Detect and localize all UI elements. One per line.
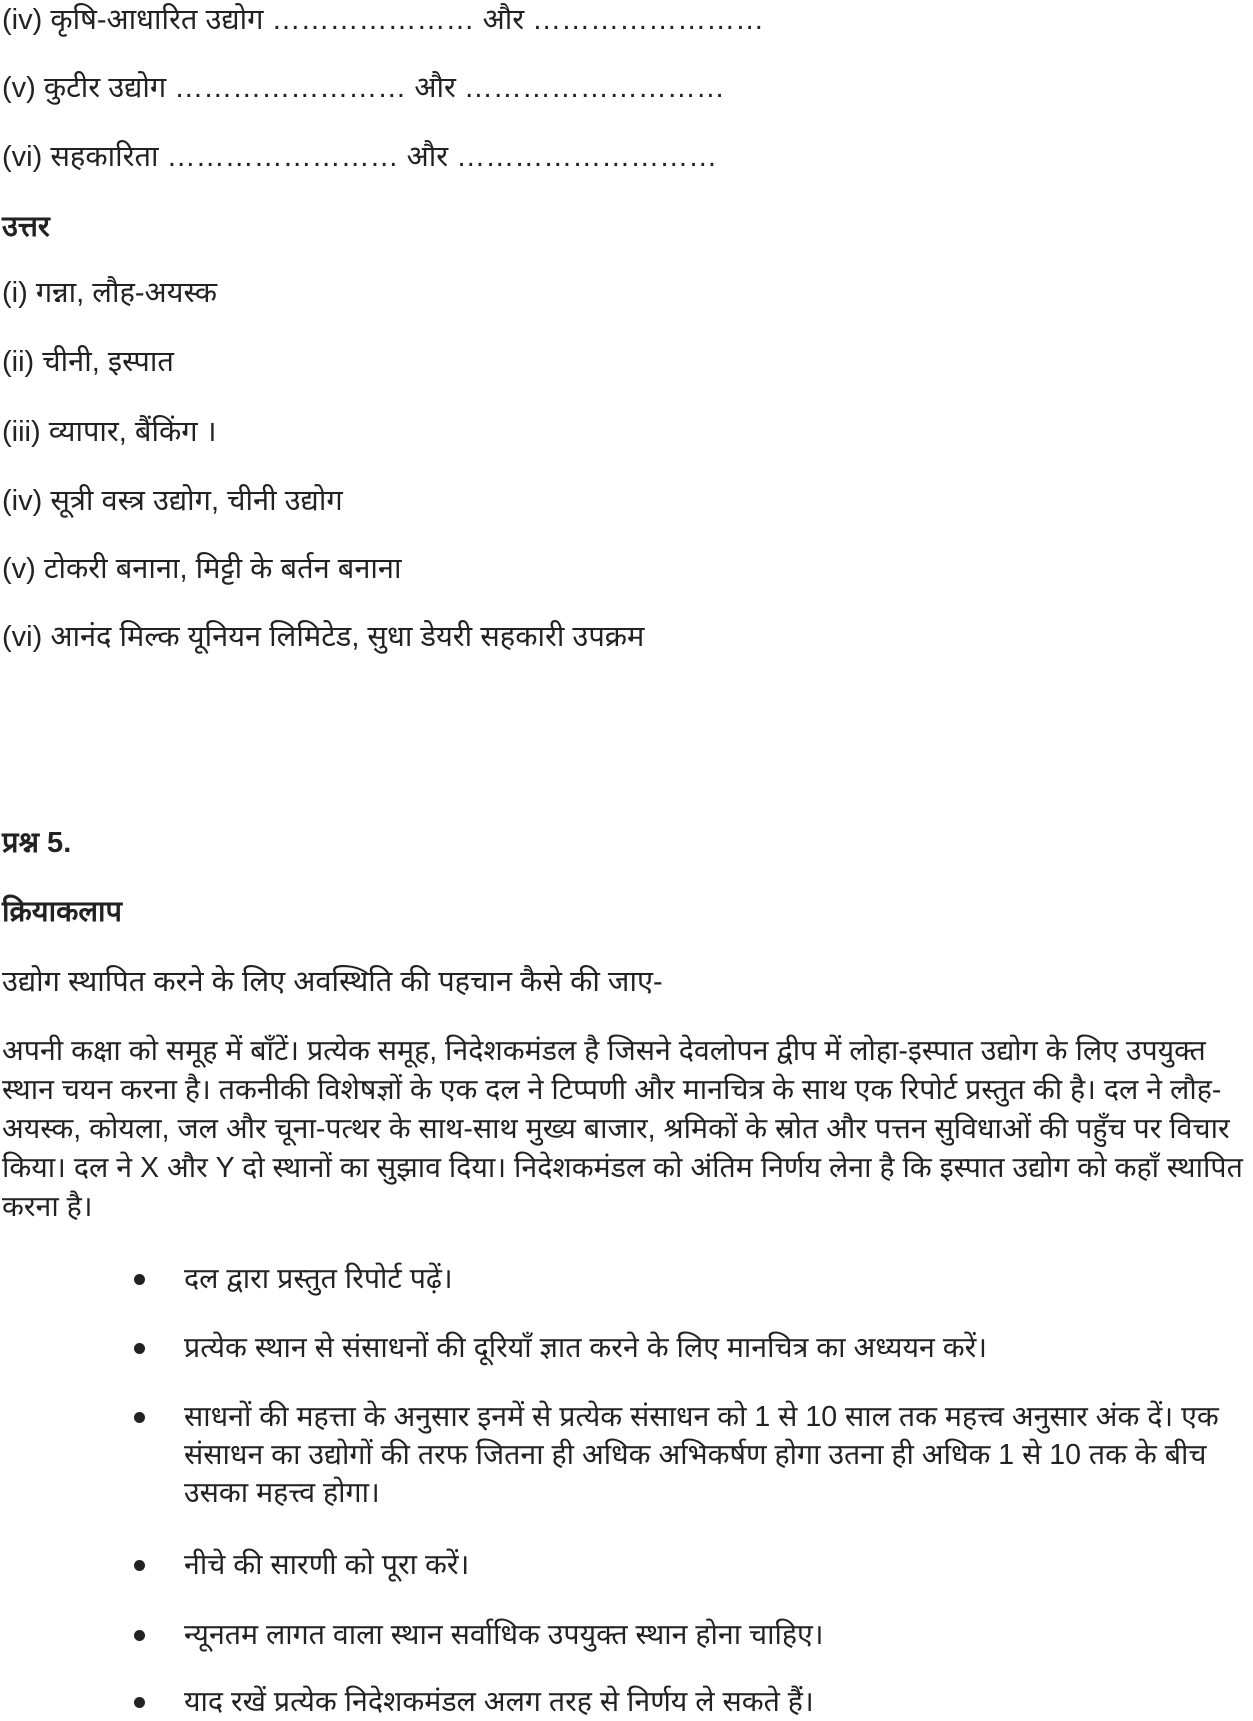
bullet-item <box>136 1546 1226 1584</box>
bullet-text: साधनों की महत्ता के अनुसार इनमें से प्रत्येक संसाधन को 1 से 10 साल तक महत्त्व अनुसार अंक दें। एक संसाधन का उद्योगों की तरफ जितना ही अधिक अभिकर्षण होगा उतना ही अधिक 1 से 10 तक के बीच उसका महत्त्व होगा। <box>184 1401 1219 1509</box>
bullet-item <box>136 1398 1226 1512</box>
answer-heading: उत्तर <box>2 211 50 243</box>
answer-item: (i) गन्ना, लौह-अयस्क <box>2 277 218 309</box>
bullet-text: न्यूनतम लागत वाला स्थान सर्वाधिक उपयुक्त स्थान होना चाहिए। <box>184 1619 824 1651</box>
bullet-text: दल द्वारा प्रस्तुत रिपोर्ट पढ़ें। <box>184 1263 453 1295</box>
fill-blank-item <box>2 2 764 38</box>
bullet-icon <box>134 1274 145 1285</box>
bullet-item <box>136 1616 1226 1654</box>
bullet-icon <box>134 1560 145 1571</box>
activity-paragraph: अपनी कक्षा को समूह में बाँटें। प्रत्येक समूह, निदेशकमंडल है जिसने देवलोपन द्वीप में लोहा-इस्पात उद्योग के लिए उपयुक्त स्थान चयन करना है। तकनीकी विशेषज्ञों के एक दल ने टिप्पणी और मानचित्र के साथ एक रिपोर्ट प्रस्तुत की है। दल ने लौह-अयस्क, कोयला, जल और चूना-पत्थर के साथ-साथ मुख्य बाजार, श्रमिकों के स्रोत और पत्तन सुविधाओं की पहुँच पर विचार किया। दल ने X और Y दो स्थानों का सुझाव दिया। निदेशकमंडल को अंतिम निर्णय लेना है कि इस्पात उद्योग को कहाँ स्थापित करना है। <box>2 1035 1243 1223</box>
bullet-item <box>136 1683 1226 1721</box>
item-number: (vi) <box>2 141 43 173</box>
item-text: कुटीर उद्योग …………………… और ……………………… <box>43 72 725 104</box>
bullet-item <box>136 1329 1226 1367</box>
item-text: सहकारिता …………………… और ……………………… <box>50 141 718 173</box>
answer-item: (vi) आनंद मिल्क यूनियन लिमिटेड, सुधा डेयरी सहकारी उपक्रम <box>2 621 645 653</box>
fill-blank-item <box>2 139 717 175</box>
item-number: (v) <box>2 72 36 104</box>
answer-item: (iii) व्यापार, बैंकिंग । <box>2 416 217 448</box>
bullet-text: प्रत्येक स्थान से संसाधनों की दूरियाँ ज्ञात करने के लिए मानचित्र का अध्ययन करें। <box>184 1332 988 1364</box>
activity-title: उद्योग स्थापित करने के लिए अवस्थिति की पहचान कैसे की जाए- <box>2 966 663 998</box>
answer-item: (iv) सूत्री वस्त्र उद्योग, चीनी उद्योग <box>2 485 343 517</box>
activity-heading: क्रियाकलाप <box>2 896 123 928</box>
answer-item: (ii) चीनी, इस्पात <box>2 346 174 378</box>
item-text: कृषि-आधारित उद्योग ………………… और …………………… <box>50 4 765 36</box>
bullet-icon <box>134 1630 145 1641</box>
question-label: प्रश्न 5. <box>2 827 72 859</box>
answer-item: (v) टोकरी बनाना, मिट्टी के बर्तन बनाना <box>2 553 402 585</box>
bullet-text: याद रखें प्रत्येक निदेशकमंडल अलग तरह से निर्णय ले सकते हैं। <box>184 1686 814 1718</box>
bullet-text: नीचे की सारणी को पूरा करें। <box>184 1549 470 1581</box>
bullet-icon <box>134 1697 145 1708</box>
bullet-icon <box>134 1343 145 1354</box>
bullet-item <box>136 1260 1226 1298</box>
item-number: (iv) <box>2 4 43 36</box>
fill-blank-item <box>2 70 725 106</box>
bullet-icon <box>134 1412 145 1423</box>
